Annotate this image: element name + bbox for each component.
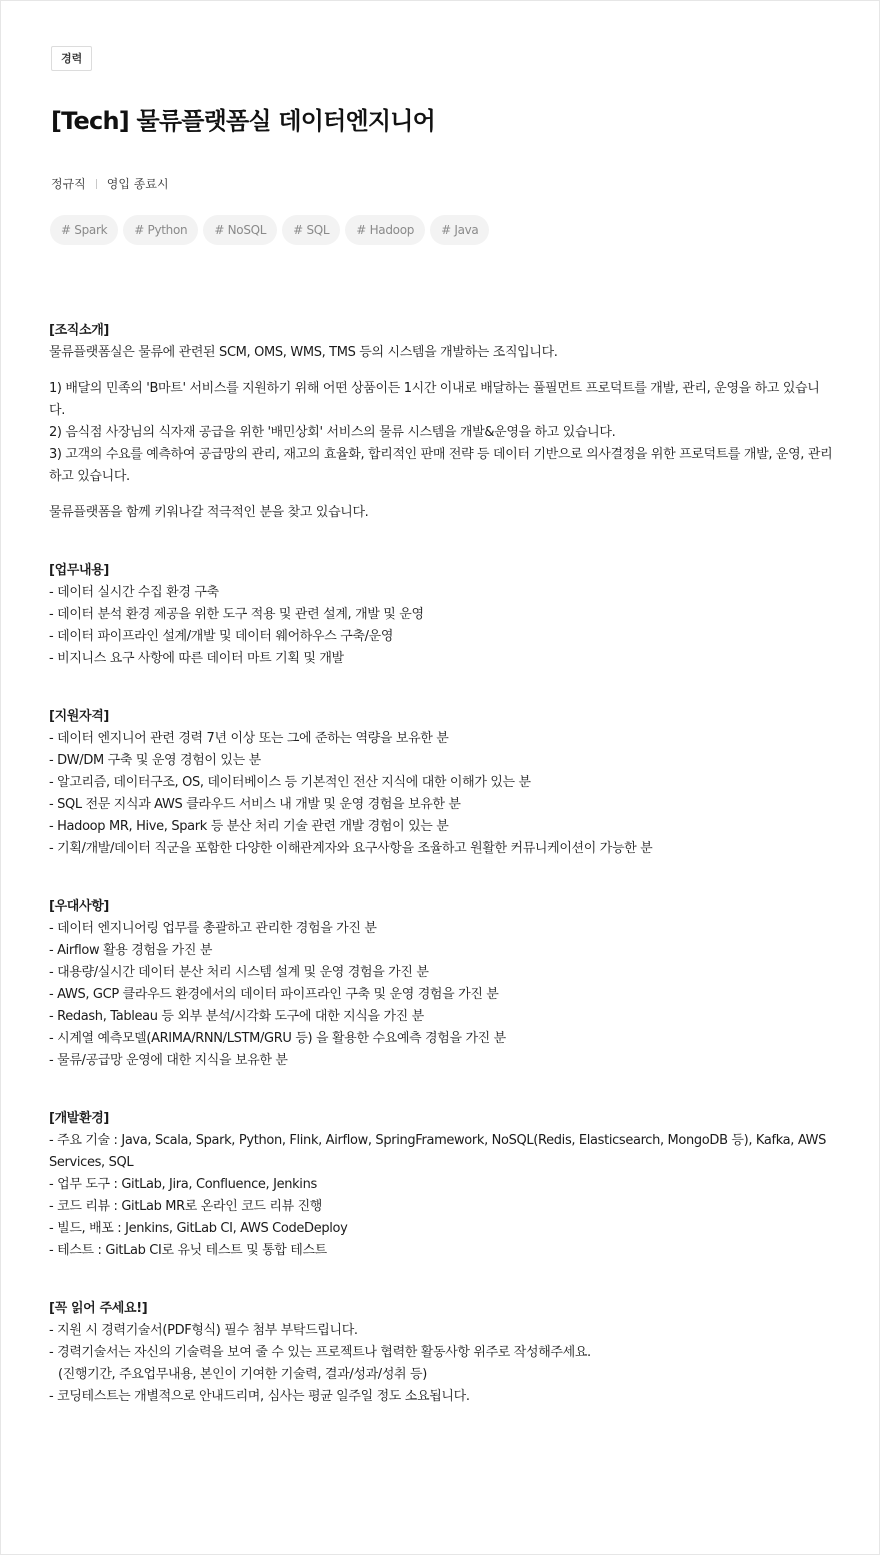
tag-hadoop[interactable]: # Hadoop — [345, 215, 425, 245]
list-item: - 테스트 : GitLab CI로 유닛 테스트 및 통합 테스트 — [49, 1243, 327, 1258]
list-item: - Redash, Tableau 등 외부 분석/시각화 도구에 대한 지식을 가진 분 — [49, 1009, 424, 1024]
section-heading: [업무내용] — [49, 563, 110, 578]
list-item: - 빌드, 배포 : Jenkins, GitLab CI, AWS CodeDeploy — [49, 1221, 348, 1236]
list-item: - 물류/공급망 운영에 대한 지식을 보유한 분 — [49, 1053, 288, 1068]
list-item: - 지원 시 경력기술서(PDF형식) 필수 첨부 부탁드립니다. — [49, 1323, 358, 1338]
list-item: - 데이터 분석 환경 제공을 위한 도구 적용 및 관련 설계, 개발 및 운영 — [49, 607, 424, 622]
list-item: - 대용량/실시간 데이터 분산 처리 시스템 설계 및 운영 경험을 가진 분 — [49, 965, 429, 980]
tag-python[interactable]: # Python — [123, 215, 198, 245]
list-item: - 데이터 엔지니어링 업무를 총괄하고 관리한 경험을 가진 분 — [49, 921, 377, 936]
section-heading: [조직소개] — [49, 323, 110, 338]
org-items — [49, 378, 835, 488]
list-item: - 주요 기술 : Java, Scala, Spark, Python, Flink, Airflow, SpringFramework, NoSQL(Redis, Elasticsearch, MongoDB 등), Kafka, AWS Services, SQL — [49, 1133, 827, 1170]
page-title: [Tech] 물류플랫폼실 데이터엔지니어 — [51, 107, 436, 135]
tag-nosql[interactable]: # NoSQL — [203, 215, 277, 245]
meta-divider — [96, 179, 97, 189]
section-preferred — [49, 896, 835, 1072]
list-item: - 시계열 예측모델(ARIMA/RNN/LSTM/GRU 등) 을 활용한 수요예측 경험을 가진 분 — [49, 1031, 506, 1046]
career-badge: 경력 — [51, 46, 92, 71]
section-environment — [49, 1108, 835, 1262]
org-intro: 물류플랫폼실은 물류에 관련된 SCM, OMS, WMS, TMS 등의 시스템을 개발하는 조직입니다. — [49, 345, 558, 360]
list-item: - 데이터 파이프라인 설계/개발 및 데이터 웨어하우스 구축/운영 — [49, 629, 394, 644]
tag-sql[interactable]: # SQL — [282, 215, 340, 245]
job-description — [49, 320, 835, 1408]
skill-tags — [50, 215, 489, 245]
section-heading: [우대사항] — [49, 899, 110, 914]
list-item: 1) 배달의 민족의 'B마트' 서비스를 지원하기 위해 어떤 상품이든 1시간 이내로 배달하는 풀필먼트 프로덕트를 개발, 관리, 운영을 하고 있습니다. — [49, 381, 820, 418]
list-item: - 기획/개발/데이터 직군을 포함한 다양한 이해관계자와 요구사항을 조율하고 원활한 커뮤니케이션이 가능한 분 — [49, 841, 653, 856]
list-item: - 업무 도구 : GitLab, Jira, Confluence, Jenkins — [49, 1177, 317, 1192]
list-item: - 알고리즘, 데이터구조, OS, 데이터베이스 등 기본적인 전산 지식에 대한 이해가 있는 분 — [49, 775, 531, 790]
list-item: - Hadoop MR, Hive, Spark 등 분산 처리 기술 관련 개발 경험이 있는 분 — [49, 819, 449, 834]
section-qualifications — [49, 706, 835, 860]
list-item: 3) 고객의 수요를 예측하여 공급망의 관리, 재고의 효율화, 합리적인 판매 전략 등 데이터 기반으로 의사결정을 위한 프로덕트를 개발, 운영, 관리하고 있습니다. — [49, 447, 833, 484]
list-item: - 데이터 실시간 수집 환경 구축 — [49, 585, 219, 600]
list-item: - 데이터 엔지니어 관련 경력 7년 이상 또는 그에 준하는 역량을 보유한 분 — [49, 731, 449, 746]
list-item: - DW/DM 구축 및 운영 경험이 있는 분 — [49, 753, 261, 768]
list-item: - SQL 전문 지식과 AWS 클라우드 서비스 내 개발 및 운영 경험을 보유한 분 — [49, 797, 461, 812]
section-heading: [지원자격] — [49, 709, 110, 724]
job-meta — [51, 175, 169, 192]
list-item: - AWS, GCP 클라우드 환경에서의 데이터 파이프라인 구축 및 운영 경험을 가진 분 — [49, 987, 499, 1002]
deadline: 영입 종료시 — [106, 177, 169, 191]
section-heading: [꼭 읽어 주세요!] — [49, 1301, 148, 1316]
org-closing — [49, 502, 835, 524]
section-notice — [49, 1298, 835, 1408]
list-item: 2) 음식점 사장님의 식자재 공급을 위한 '배민상회' 서비스의 물류 시스템을 개발&운영을 하고 있습니다. — [49, 425, 616, 440]
list-item: (진행기간, 주요업무내용, 본인이 기여한 기술력, 결과/성과/성취 등) — [58, 1367, 427, 1382]
tag-spark[interactable]: # Spark — [50, 215, 118, 245]
closing-text: 물류플랫폼을 함께 키워나갈 적극적인 분을 찾고 있습니다. — [49, 505, 369, 520]
tag-java[interactable]: # Java — [430, 215, 489, 245]
list-item: - Airflow 활용 경험을 가진 분 — [49, 943, 213, 958]
list-item: - 코딩테스트는 개별적으로 안내드리며, 심사는 평균 일주일 정도 소요됩니다. — [49, 1389, 470, 1404]
list-item: - 비지니스 요구 사항에 따른 데이터 마트 기획 및 개발 — [49, 651, 344, 666]
org-intro-block — [49, 320, 835, 364]
list-item: - 코드 리뷰 : GitLab MR로 온라인 코드 리뷰 진행 — [49, 1199, 323, 1214]
employment-type: 정규직 — [51, 177, 86, 191]
section-duties — [49, 560, 835, 670]
section-org — [49, 320, 835, 524]
list-item: - 경력기술서는 자신의 기술력을 보여 줄 수 있는 프로젝트나 협력한 활동사항 위주로 작성해주세요. — [49, 1345, 591, 1360]
section-heading: [개발환경] — [49, 1111, 110, 1126]
